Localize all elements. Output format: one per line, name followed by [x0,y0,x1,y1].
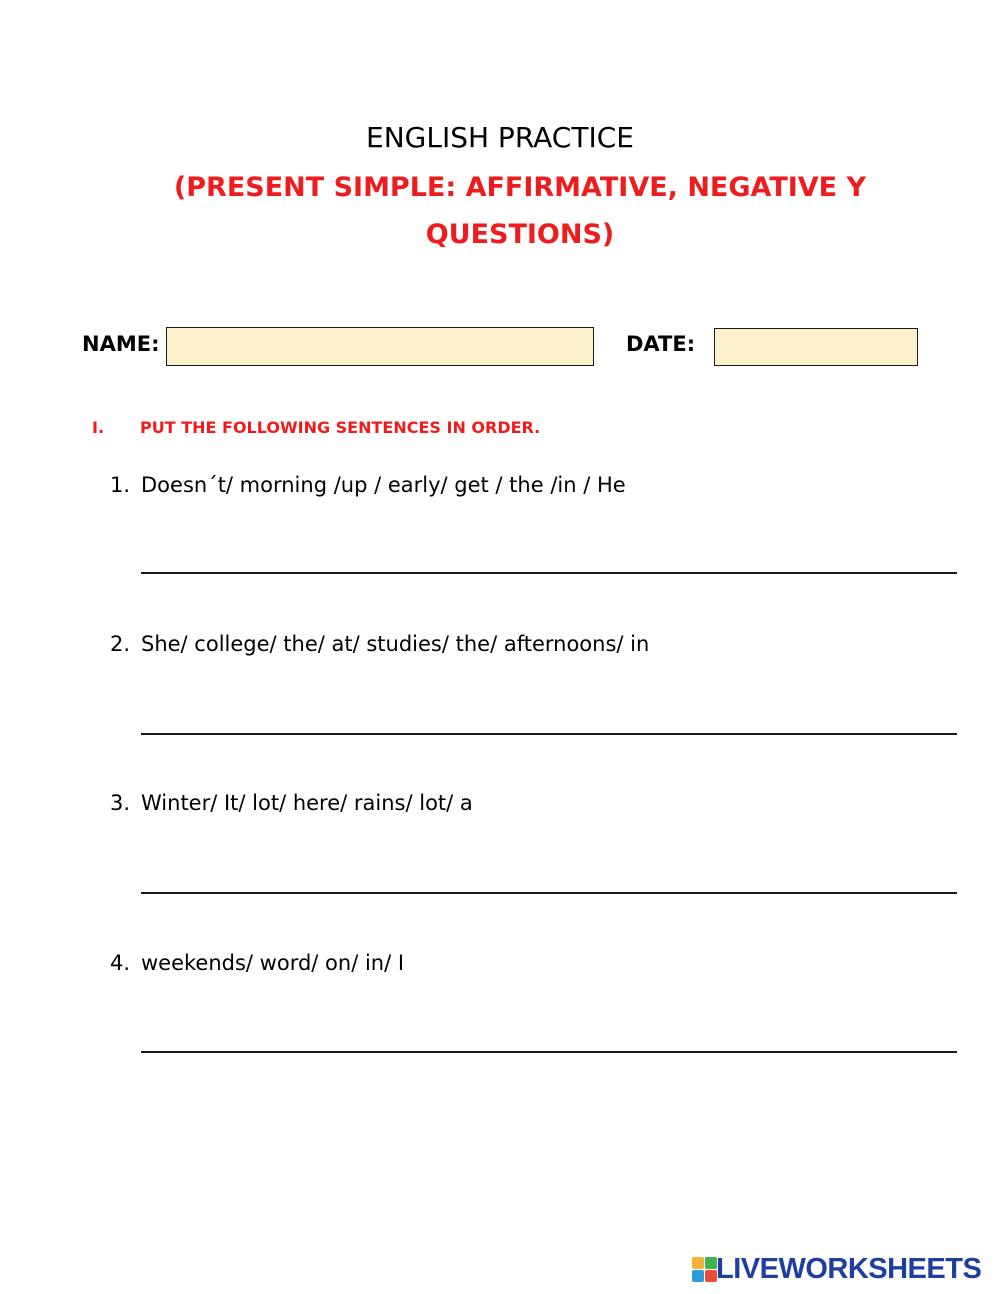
question-number: 3. [110,791,131,815]
date-label: DATE: [626,332,696,356]
question-text: weekends/ word/ on/ in/ I [141,951,405,975]
worksheet-subtitle: (PRESENT SIMPLE: AFFIRMATIVE, NEGATIVE Y QUESTIONS) [173,172,867,250]
date-field[interactable] [714,328,918,366]
question-number: 2. [110,632,131,656]
name-field[interactable] [166,327,594,366]
answer-line-4[interactable] [141,1051,957,1053]
question-text: Doesn´t/ morning /up / early/ get / the /in / He [141,473,626,497]
answer-line-1[interactable] [141,572,957,574]
name-label: NAME: [82,332,160,356]
question-number: 4. [110,951,131,975]
answer-line-3[interactable] [141,892,957,894]
question-text: Winter/ It/ lot/ here/ rains/ lot/ a [141,791,473,815]
section-instruction: PUT THE FOLLOWING SENTENCES IN ORDER. [140,418,541,437]
section-number: I. [92,418,105,437]
question-number: 1. [110,473,131,497]
question-text: She/ college/ the/ at/ studies/ the/ afternoons/ in [141,632,650,656]
brand-name: LIVEWORKSHEETS [716,1253,982,1285]
liveworksheets-logo-icon [692,1257,717,1282]
answer-line-2[interactable] [141,733,957,735]
worksheet-title: ENGLISH PRACTICE [366,121,634,154]
